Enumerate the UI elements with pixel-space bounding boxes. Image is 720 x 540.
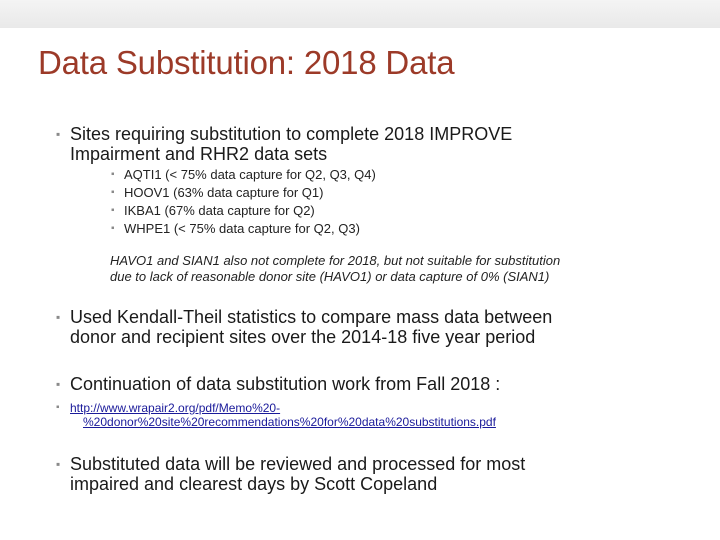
bullet-sites-requiring-substitution <box>70 124 512 164</box>
slide-title: Data Substitution: 2018 Data <box>38 44 455 81</box>
sub-item-hoov1: ▪ HOOV1 (63% data capture for Q1) <box>124 184 323 202</box>
sub-item-ikba1: ▪ IKBA1 (67% data capture for Q2) <box>124 202 315 220</box>
havo1-sian1-note <box>110 253 670 285</box>
bullet-kendall-theil <box>70 307 552 347</box>
bullet4-line2: impaired and clearest days by Scott Copeland <box>70 474 438 494</box>
bullet-continuation <box>70 374 500 394</box>
sub-item-whpe1: ▪ WHPE1 (< 75% data capture for Q2, Q3) <box>124 220 360 238</box>
memo-link[interactable] <box>70 401 496 429</box>
bullet1-line1: Sites requiring substitution to complete 2018 IMPROVE <box>70 124 513 144</box>
bullet2-line1: Used Kendall-Theil statistics to compare mass data between <box>70 307 553 327</box>
note-line2: due to lack of reasonable donor site (HAVO1) or data capture of 0% (SIAN1) <box>110 269 550 284</box>
memo-link-item <box>70 401 496 429</box>
bullet4-line1: Substituted data will be reviewed and processed for most <box>70 454 526 474</box>
link-line2: %20donor%20site%20recommendations%20for%20data%20substitutions.pdf <box>83 415 496 429</box>
note-line1: HAVO1 and SIAN1 also not complete for 2018, but not suitable for substitution <box>110 253 561 268</box>
link-line1: http://www.wrapair2.org/pdf/Memo%20- <box>70 401 281 415</box>
bullet2-line2: donor and recipient sites over the 2014-18 five year period <box>70 327 536 347</box>
bullet1-line2: Impairment and RHR2 data sets <box>70 144 328 164</box>
bullet-substituted-data <box>70 454 525 494</box>
sub-item-aqti1: ▪ AQTI1 (< 75% data capture for Q2, Q3, Q4) <box>124 166 376 184</box>
bullet3-line1: Continuation of data substitution work from Fall 2018 : <box>70 374 501 394</box>
